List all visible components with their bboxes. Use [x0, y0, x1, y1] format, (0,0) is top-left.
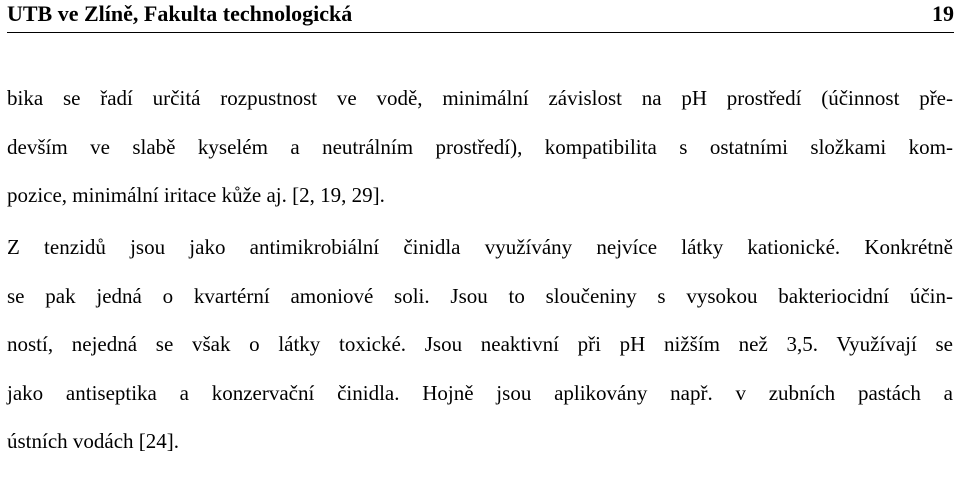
- paragraph-line: ústních vodách [24].: [7, 429, 180, 453]
- page-number: 19: [932, 1, 954, 26]
- paragraph-line: bika se řadí určitá rozpustnost ve vodě, minimální závislost na pH prostředí (účinnost pře-: [7, 86, 953, 110]
- paragraph-line: se pak jedná o kvartérní amoniové soli. Jsou to sloučeniny s vysokou bakteriocidní účin-: [7, 283, 953, 308]
- paragraph-line: Z tenzidů jsou jako antimikrobiální činidla využívány nejvíce látky kationické. Konkrétně: [7, 235, 953, 259]
- header-rule: [7, 32, 954, 33]
- paragraph-1: [7, 86, 953, 232]
- paragraph-2: [7, 235, 953, 478]
- header-title: UTB ve Zlíně, Fakulta technologická: [7, 1, 353, 26]
- paragraph-line: devším ve slabě kyselém a neutrálním prostředí), kompatibilita s ostatními složkami kom-: [7, 134, 953, 159]
- paragraph-line: ností, nejedná se však o látky toxické. Jsou neaktivní při pH nižším než 3,5. Využívají se: [7, 332, 953, 356]
- page-header: [7, 2, 954, 32]
- paragraph-line: jako antiseptika a konzervační činidla. Hojně jsou aplikovány např. v zubních pastách a: [7, 380, 953, 405]
- paragraph-line: pozice, minimální iritace kůže aj. [2, 19, 29].: [7, 183, 385, 207]
